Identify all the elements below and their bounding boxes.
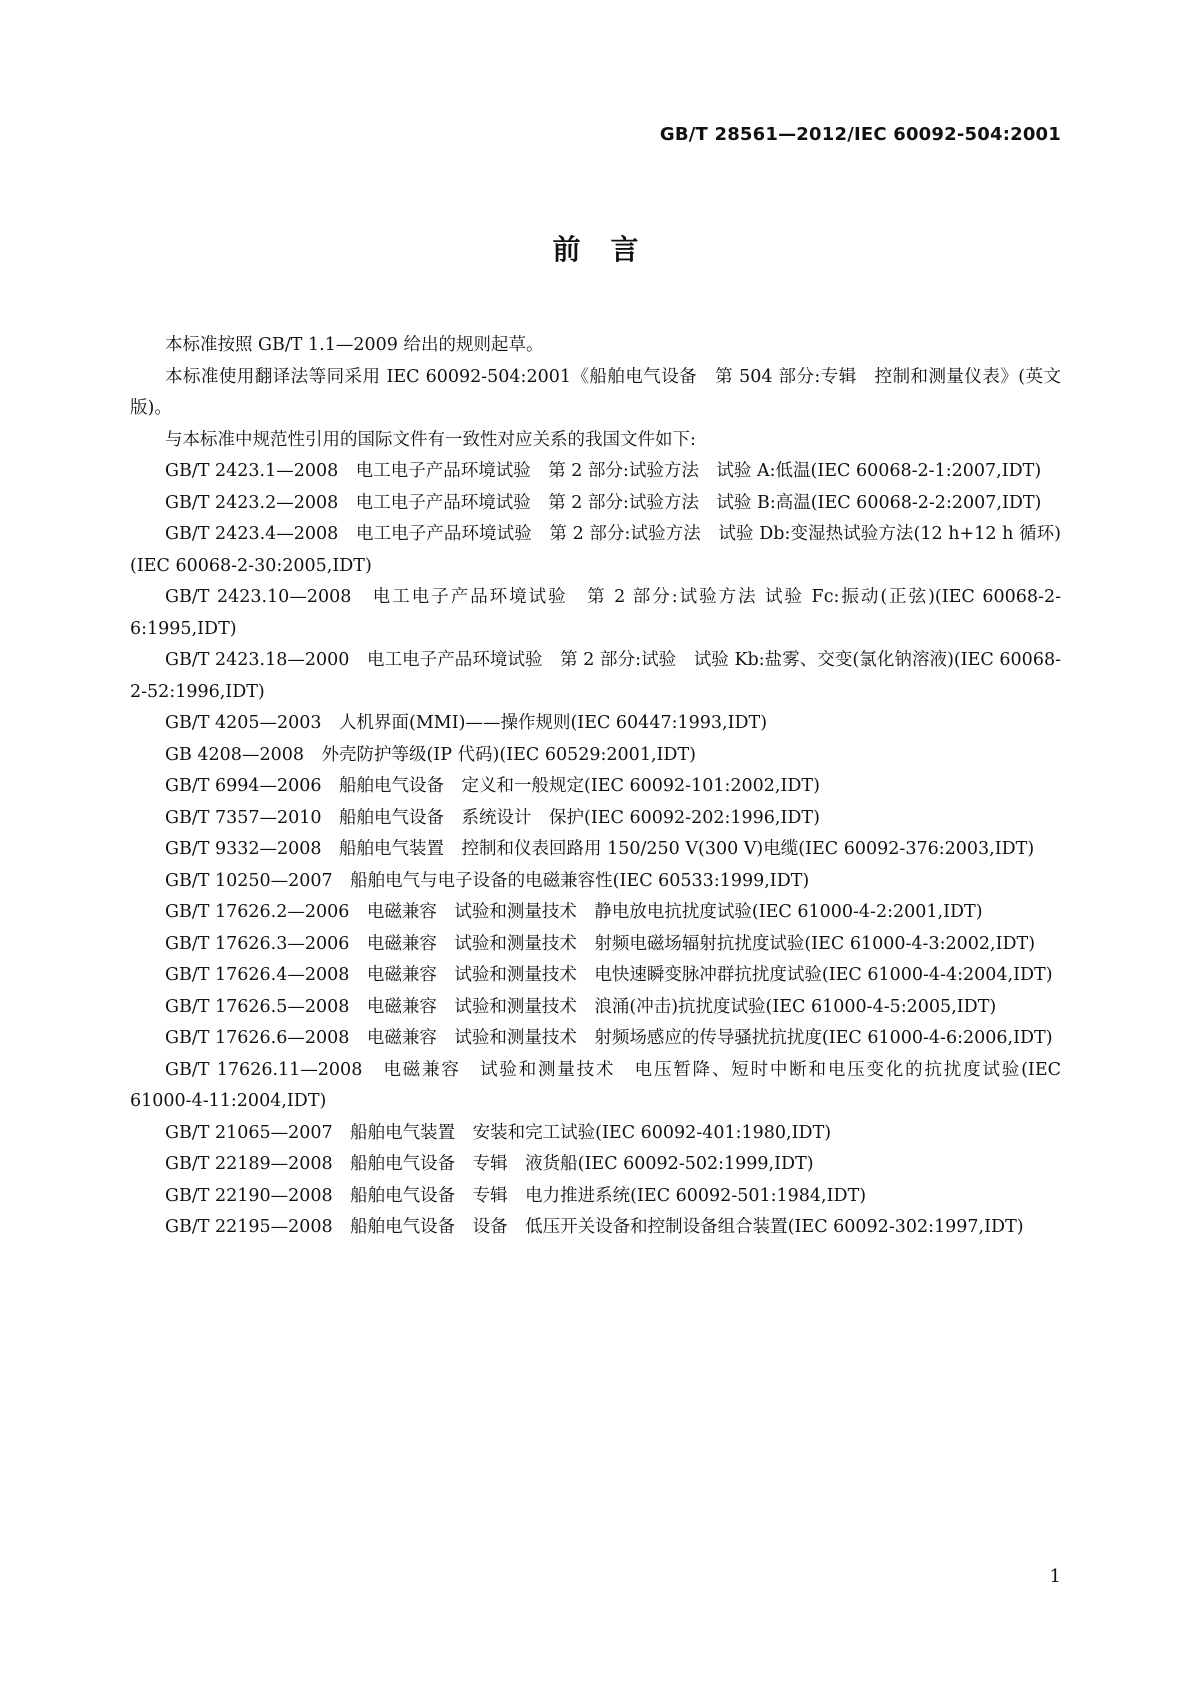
document-body: [130, 330, 1061, 1244]
reference-item: GB/T 9332—2008 船舶电气装置 控制和仪表回路用 150/250 V(300 V)电缆(IEC 60092-376:2003,IDT): [165, 839, 1035, 859]
reference-item: GB/T 22189—2008 船舶电气设备 专辑 液货船(IEC 60092-502:1999,IDT): [165, 1154, 814, 1174]
reference-item: GB/T 22195—2008 船舶电气设备 设备 低压开关设备和控制设备组合装置(IEC 60092-302:1997,IDT): [165, 1217, 1024, 1237]
reference-item: GB/T 2423.10—2008 电工电子产品环境试验 第 2 部分:试验方法 试验 Fc:振动(正弦)(IEC 60068-2-6:1995,IDT): [130, 587, 1061, 639]
reference-item: GB/T 17626.2—2006 电磁兼容 试验和测量技术 静电放电抗扰度试验(IEC 61000-4-2:2001,IDT): [165, 902, 983, 922]
reference-item: GB/T 7357—2010 船舶电气设备 系统设计 保护(IEC 60092-202:1996,IDT): [165, 807, 820, 828]
reference-item: GB/T 2423.1—2008 电工电子产品环境试验 第 2 部分:试验方法 试验 A:低温(IEC 60068-2-1:2007,IDT): [165, 461, 1042, 481]
reference-item: GB/T 4205—2003 人机界面(MMI)——操作规则(IEC 60447:1993,IDT): [165, 713, 768, 733]
reference-item: GB 4208—2008 外壳防护等级(IP 代码)(IEC 60529:2001,IDT): [165, 744, 696, 765]
paragraph-drafting-rules: 本标准按照 GB/T 1.1—2009 给出的规则起草。: [165, 335, 544, 355]
reference-item: GB/T 21065—2007 船舶电气装置 安装和完工试验(IEC 60092-401:1980,IDT): [165, 1122, 832, 1143]
reference-item: GB/T 2423.18—2000 电工电子产品环境试验 第 2 部分:试验 试验 Kb:盐雾、交变(氯化钠溶液)(IEC 60068-2-52:1996,IDT): [130, 650, 1061, 702]
reference-item: GB/T 17626.4—2008 电磁兼容 试验和测量技术 电快速瞬变脉冲群抗扰度试验(IEC 61000-4-4:2004,IDT): [165, 965, 1053, 985]
reference-item: GB/T 6994—2006 船舶电气设备 定义和一般规定(IEC 60092-101:2002,IDT): [165, 776, 820, 796]
reference-item: GB/T 17626.6—2008 电磁兼容 试验和测量技术 射频场感应的传导骚扰抗扰度(IEC 61000-4-6:2006,IDT): [165, 1028, 1053, 1048]
reference-item: GB/T 2423.4—2008 电工电子产品环境试验 第 2 部分:试验方法 试验 Db:变湿热试验方法(12 h+12 h 循环)(IEC 60068-2-30:2005,IDT): [130, 524, 1061, 576]
reference-item: GB/T 2423.2—2008 电工电子产品环境试验 第 2 部分:试验方法 试验 B:高温(IEC 60068-2-2:2007,IDT): [165, 492, 1042, 513]
reference-item: GB/T 17626.3—2006 电磁兼容 试验和测量技术 射频电磁场辐射抗扰度试验(IEC 61000-4-3:2002,IDT): [165, 933, 1036, 954]
reference-item: GB/T 22190—2008 船舶电气设备 专辑 电力推进系统(IEC 60092-501:1984,IDT): [165, 1185, 867, 1206]
paragraph-reference-intro: 与本标准中规范性引用的国际文件有一致性对应关系的我国文件如下:: [165, 429, 696, 450]
reference-item: GB/T 17626.11—2008 电磁兼容 试验和测量技术 电压暂降、短时中断和电压变化的抗扰度试验(IEC 61000-4-11:2004,IDT): [130, 1059, 1061, 1111]
page-number: 1: [1049, 1566, 1061, 1587]
reference-item: GB/T 17626.5—2008 电磁兼容 试验和测量技术 浪涌(冲击)抗扰度试验(IEC 61000-4-5:2005,IDT): [165, 996, 997, 1017]
reference-item: GB/T 10250—2007 船舶电气与电子设备的电磁兼容性(IEC 60533:1999,IDT): [165, 870, 810, 891]
page-title: 前言: [552, 233, 669, 266]
standard-code-header: GB/T 28561—2012/IEC 60092-504:2001: [659, 124, 1061, 145]
paragraph-adoption: 本标准使用翻译法等同采用 IEC 60092-504:2001《船舶电气设备 第 504 部分:专辑 控制和测量仪表》(英文版)。: [130, 366, 1061, 418]
